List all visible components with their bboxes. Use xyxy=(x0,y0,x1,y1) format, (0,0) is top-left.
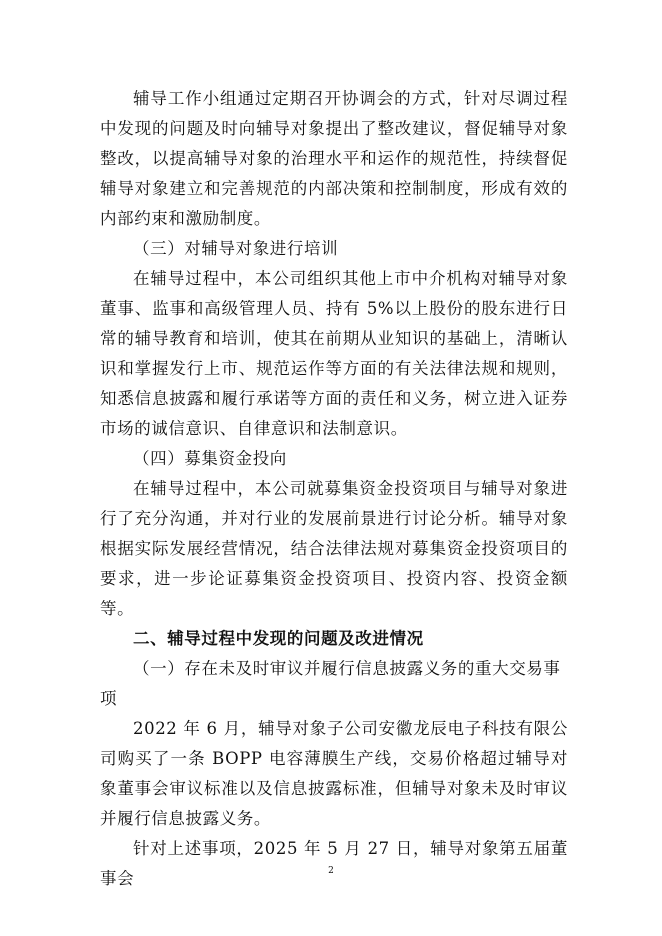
paragraph-rectification: 辅导工作小组通过定期召开协调会的方式，针对尽调过程中发现的问题及时向辅导对象提出了整改建议，督促辅导对象整改，以提高辅导对象的治理水平和运作的规范性，持续督促辅导对象建立和完善规范的内部决策和控制制度，形成有效的内部约束和激励制度。 xyxy=(100,89,568,228)
subheading-fund-investment: （四）募集资金投向 xyxy=(133,449,287,468)
paragraph-training: 在辅导过程中，本公司组织其他上市中介机构对辅导对象董事、监事和高级管理人员、持有 5%以上股份的股东进行日常的辅导教育和培训，使其在前期从业知识的基础上，清晰认识和掌握发行上市、规范运作等方面的有关法律法规和规则，知悉信息披露和履行承诺等方面的责任和义务，树立进入证券市场的诚信意识、自律意识和法制意识。 xyxy=(100,269,568,438)
section-heading-issues: 二、辅导过程中发现的问题及改进情况 xyxy=(133,629,424,648)
paragraph-bopp-purchase: 2022 年 6 月，辅导对象子公司安徽龙辰电子科技有限公司购买了一条 BOPP 电容薄膜生产线，交易价格超过辅导对象董事会审议标准以及信息披露标准，但辅导对象未及时审议并履行信息披露义务。 xyxy=(100,719,568,828)
paragraph-board-review: 针对上述事项，2025 年 5 月 27 日，辅导对象第五届董事会 xyxy=(100,839,568,888)
subheading-undisclosed-transaction: （一）存在未及时审议并履行信息披露义务的重大交易事项 xyxy=(100,659,561,708)
document-body xyxy=(100,84,568,894)
subheading-training: （三）对辅导对象进行培训 xyxy=(133,239,339,258)
page-number: 2 xyxy=(328,866,334,876)
paragraph-fund-investment: 在辅导过程中，本公司就募集资金投资项目与辅导对象进行了充分沟通，并对行业的发展前景进行讨论分析。辅导对象根据实际发展经营情况，结合法律法规对募集资金投资项目的要求，进一步论证募集资金投资项目、投资内容、投资金额等。 xyxy=(100,479,568,618)
